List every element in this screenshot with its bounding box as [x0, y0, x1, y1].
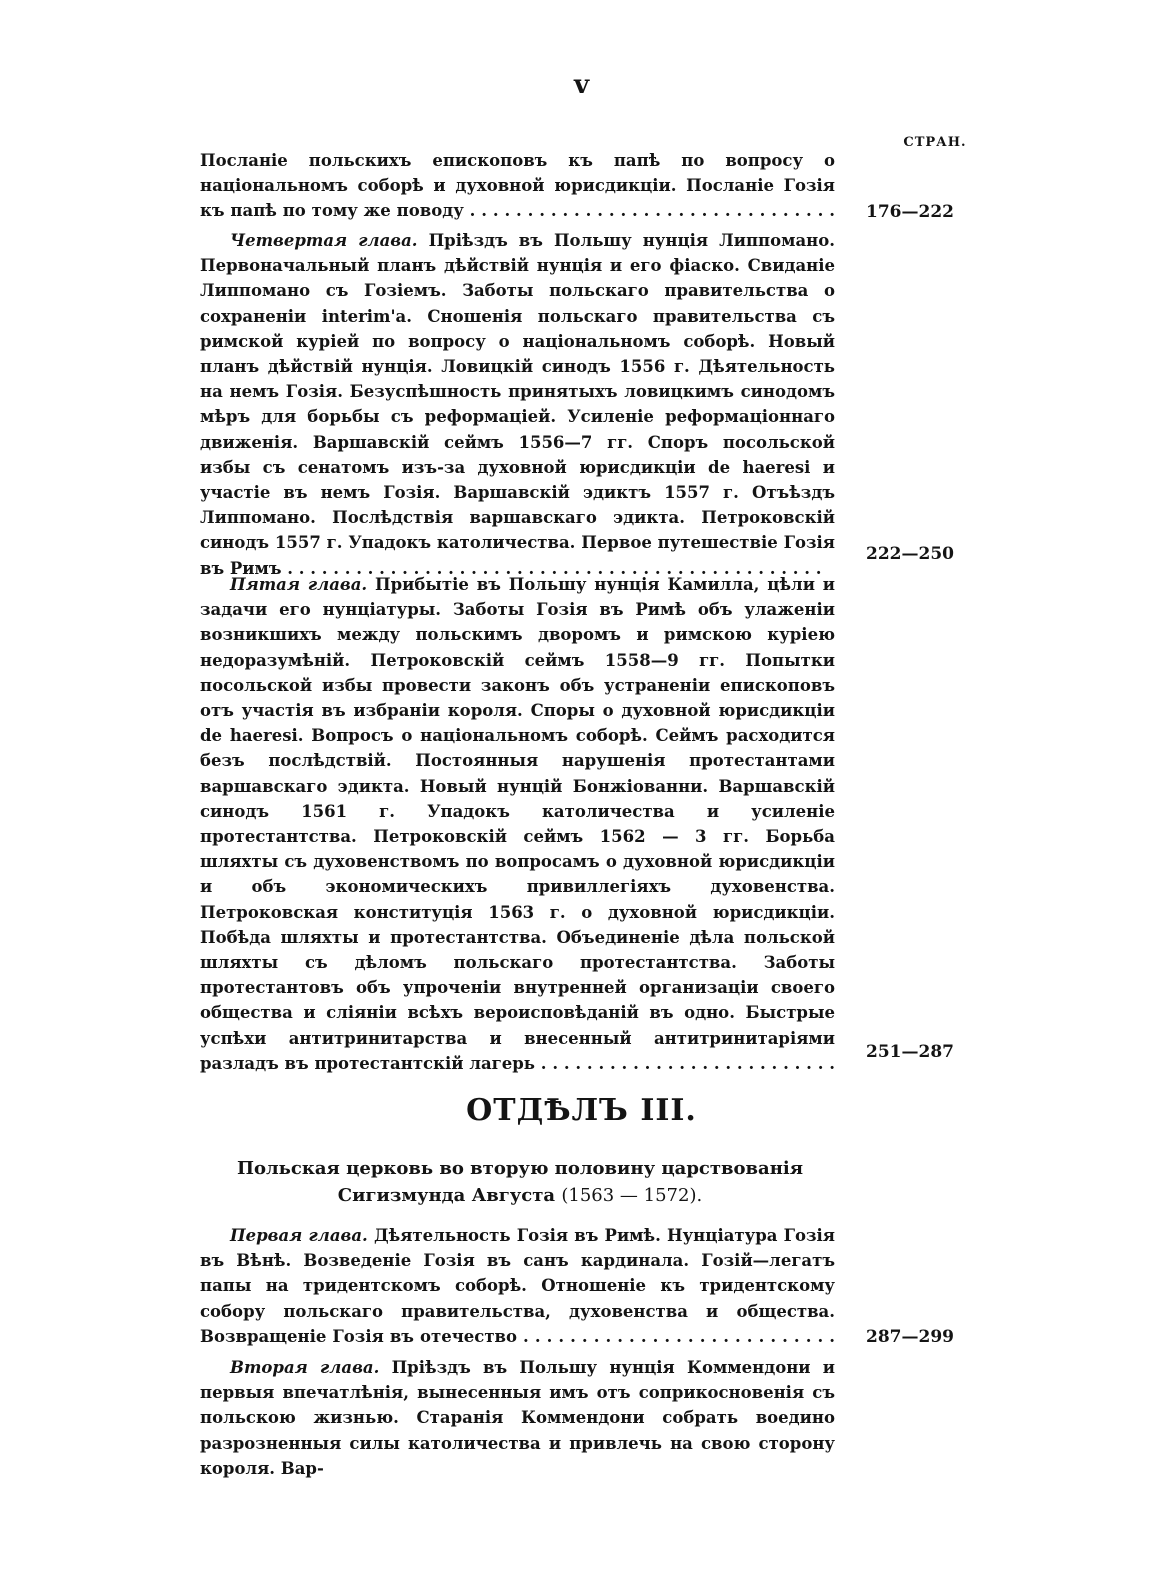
- subtitle-years: (1563 — 1572).: [561, 1185, 703, 1206]
- entry-text: Прибытіе въ Польшу нунція Камилла, цѣли и задачи его нунціатуры. Заботы Гозія въ Римѣ объ улаженіи возникшихъ между польскимъ дворомъ и римскою куріею недоразумѣній. Петроковскій сеймъ 1558—9 гг. Попытки посольской избы провести законъ объ устраненіи епископовъ отъ участія въ избраніи короля. Споры о духовной юрисдикціи de haeresi. Вопросъ о національномъ соборѣ. Сеймъ расходится безъ послѣдствій. Постоянныя нарушенія протестантами варшавскаго эдикта. Новый нунцій Бонжіованни. Варшавскій синодъ 1561 г. Упадокъ католичества и усиленіе протестантства. Петроковскій сеймъ 1562 — 3 гг. Борьба шляхты съ духовенствомъ по вопросамъ о духовной юрисдикціи и объ экономическихъ привиллегіяхъ духовенства. Петроковская конституція 1563 г. о духовной юрисдикціи. Побѣда шляхты и протестантства. Объединеніе дѣла польской шляхты съ дѣломъ польскаго протестантства. Заботы протестантовъ объ упроченіи внутренней организаціи своего общества и сліяніи всѣхъ вероисповѣданій въ одно. Быстрые успѣхи антитринитарства и внесенный антитринитаріями разладъ въ протестантскій лагерь: [200, 575, 835, 1073]
- subtitle-line-2: [200, 1182, 840, 1209]
- entry-pages: 251—287: [866, 1042, 954, 1062]
- entry-pages: 176—222: [866, 202, 954, 222]
- pages-column-header: СТРАН.: [903, 135, 967, 150]
- toc-entry-chapter-5: [200, 572, 835, 1076]
- entry-text: Пріѣздъ въ Польшу нунція Липпомано. Первоначальный планъ дѣйствій нунція и его фіаско. Свиданіе Липпомано съ Гозіемъ. Заботы польскаго правительства о сохраненіи interim'a. Сношенія польскаго правительства съ римской куріей по вопросу о національномъ соборѣ. Новый планъ дѣйствій нунція. Ловицкій синодъ 1556 г. Дѣятельность на немъ Гозія. Безуспѣшность принятыхъ ловицкимъ синодомъ мѣръ для борьбы съ реформаціей. Усиленіе реформаціоннаго движенія. Варшавскій сеймъ 1556—7 гг. Споръ посольской избы съ сенатомъ изъ-за духовной юрисдикціи de haeresi и участіе въ немъ Гозія. Варшавскій эдиктъ 1557 г. Отъѣздъ Липпомано. Послѣдствія варшавскаго эдикта. Петроковскій синодъ 1557 г. Упадокъ католичества. Первое путешествіе Гозія въ Римъ: [200, 231, 835, 578]
- entry-text: Пріѣздъ въ Польшу нунція Коммендони и первыя впечатлѣнія, вынесенныя имъ отъ соприкосновенія съ польскою жизнью. Старанія Коммендони собрать воедино разрозненныя силы католичества и привлечь на свою сторону короля. Вар-: [200, 1358, 835, 1478]
- section-title: ОТДѢЛЪ III.: [466, 1093, 697, 1128]
- chapter-label: Первая глава.: [230, 1226, 368, 1245]
- entry-text: Посланіе польскихъ епископовъ къ папѣ по вопросу о національномъ соборѣ и духовной юрисдикціи. Посланіе Гозія къ папѣ по тому же поводу: [200, 151, 835, 221]
- chapter-label: Вторая глава.: [230, 1358, 380, 1377]
- toc-entry-chapter-4: [200, 228, 835, 581]
- chapter-label: Пятая глава.: [230, 575, 368, 594]
- subtitle-king: Сигизмунда Августа: [337, 1185, 556, 1206]
- chapter-label: Четвертая глава.: [230, 231, 418, 250]
- toc-entry-section3-chapter-2: [200, 1355, 835, 1481]
- toc-entry-continued: [200, 148, 835, 224]
- entry-pages: 222—250: [866, 544, 954, 564]
- entry-pages: 287—299: [866, 1327, 954, 1347]
- toc-entry-section3-chapter-1: [200, 1223, 835, 1349]
- entry-text: Дѣятельность Гозія въ Римѣ. Нунціатура Гозія въ Вѣнѣ. Возведеніе Гозія въ санъ кардинала. Гозій—легатъ папы на тридентскомъ соборѣ. Отношеніе къ тридентскому собору польскаго правительства, духовенства и общества. Возвращеніе Гозія въ отечество: [200, 1226, 835, 1346]
- section-subtitle: [200, 1155, 840, 1209]
- page-number: v: [573, 70, 590, 100]
- subtitle-line-1: Польская церковь во вторую половину царствованія: [236, 1158, 804, 1179]
